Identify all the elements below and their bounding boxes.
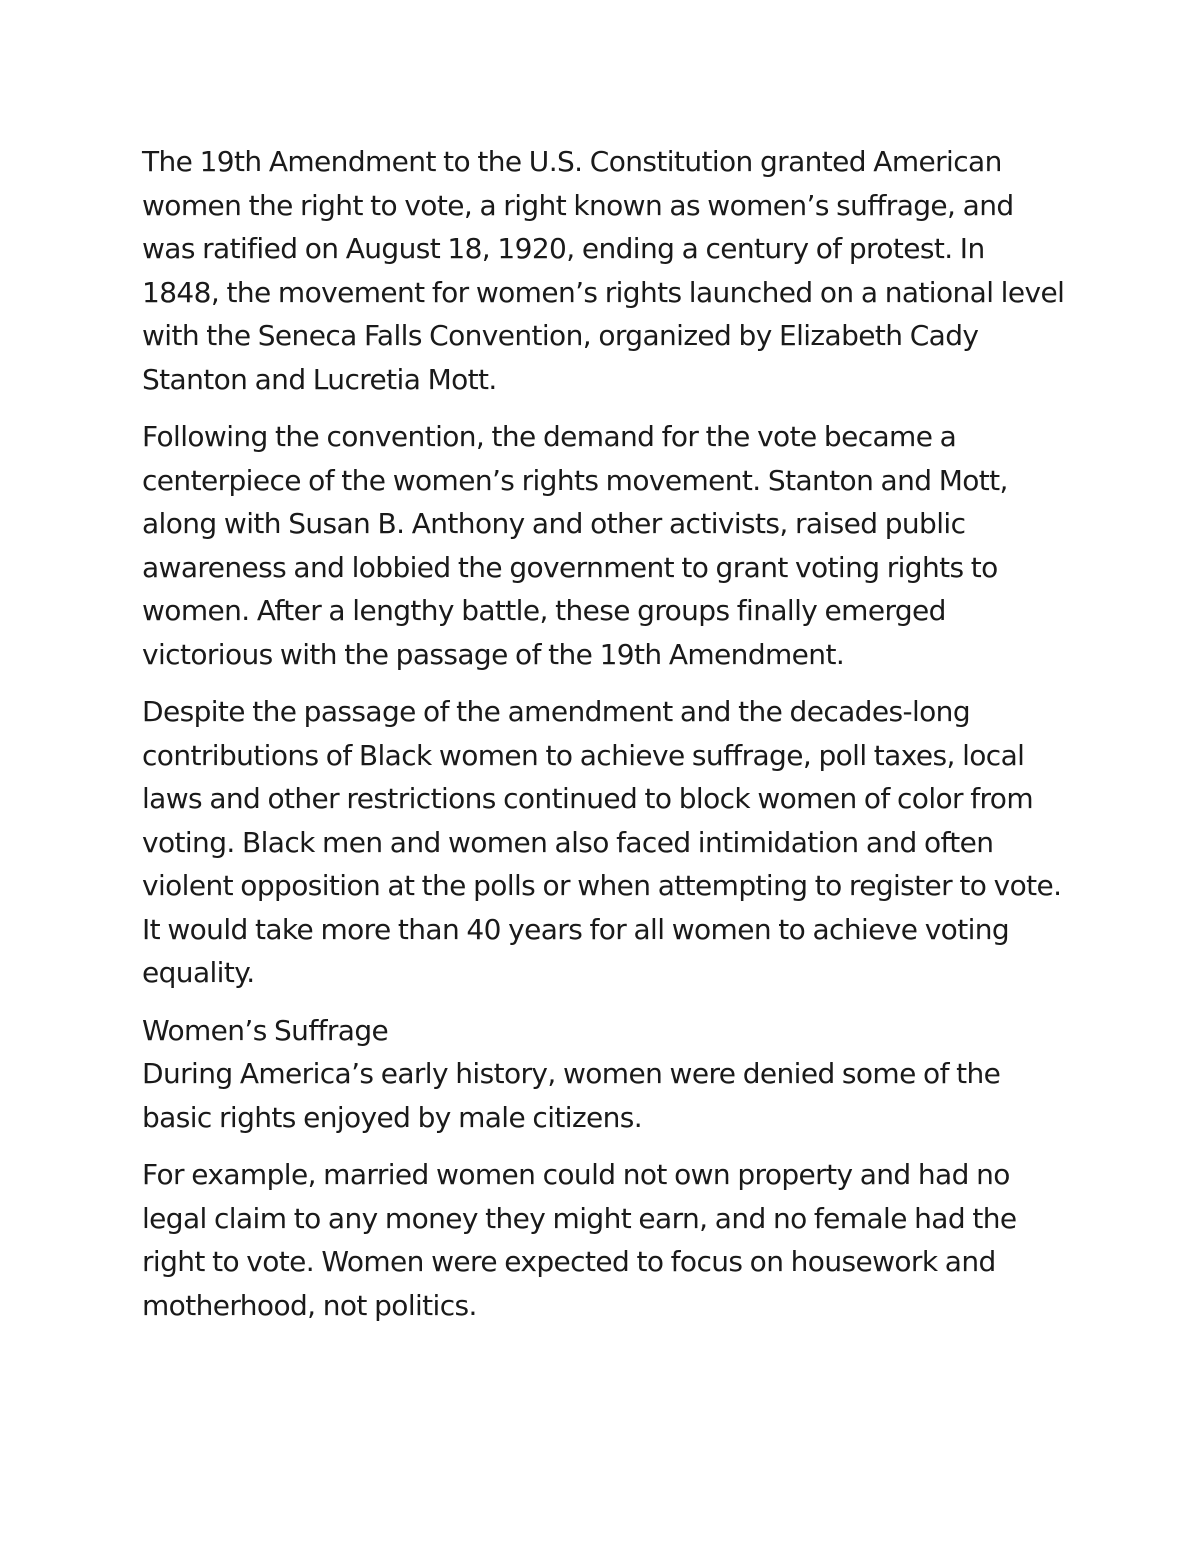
section-heading-womens-suffrage: Women’s Suffrage [142, 1013, 389, 1047]
paragraph-despite-passage: Despite the passage of the amendment and the decades-long contributions of Black women to achieve suffrage, poll taxes, local laws and other restrictions continued to block women of color from voting. Black men and women also faced intimidation and often violent opposition at the polls or when attempting to register to vote. It would take more than 40 years for all women to achieve voting equality. [142, 695, 1062, 989]
paragraph-early-history: During America’s early history, women were denied some of the basic rights enjoyed by male citizens. [142, 1057, 1001, 1134]
paragraph-19th-amendment-intro: The 19th Amendment to the U.S. Constitution granted American women the right to vote, a right known as women’s suffrage, and was ratified on August 18, 1920, ending a century of protest. In 1848, the movement for women’s rights launched on a national level with the Seneca Falls Convention, organized by Elizabeth Cady Stanton and Lucretia Mott. [142, 145, 1065, 396]
paragraph-for-example: For example, married women could not own property and had no legal claim to any money they might earn, and no female had the right to vote. Women were expected to focus on housework and motherhood, not politics. [142, 1158, 1017, 1322]
document-page [142, 140, 1067, 1341]
paragraph-following-convention: Following the convention, the demand for the vote became a centerpiece of the women’s rights movement. Stanton and Mott, along with Susan B. Anthony and other activists, raised public awareness and lobbied the government to grant voting rights to women. After a lengthy battle, these groups finally emerged victorious with the passage of the 19th Amendment. [142, 420, 1008, 671]
